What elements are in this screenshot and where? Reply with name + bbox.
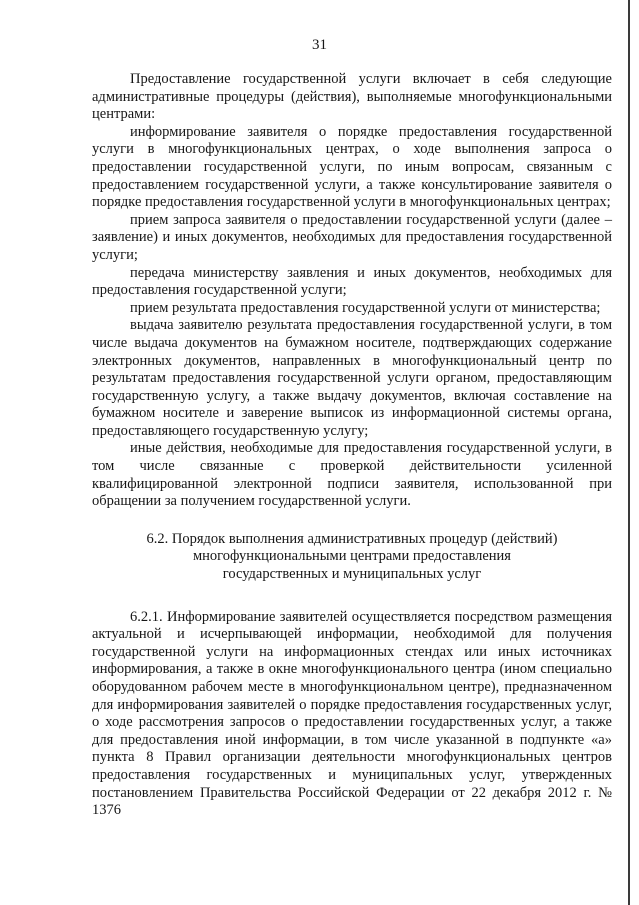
- document-body: [92, 71, 612, 820]
- paragraph: 6.2.1. Информирование заявителей осуществляется посредством размещения актуальной и исчерпывающей информации, необходимой для получения государственной услуги на информационных стендах или иных источниках информирования, а также в окне многофункционального центра (ином специально оборудованном рабочем месте в многофункциональном центре), предназначенном для информирования заявителей о порядке предоставления государственных услуг, о ходе рассмотрения запросов о предоставлении государственных услуг, а также для предоставления иной информации, в том числе указанной в подпункте «а» пункта 8 Правил организации деятельности многофункциональных центров предоставления государственных и муниципальных услуг, утвержденных постановлением Правительства Российской Федерации от 22 декабря 2012 г. № 1376: [92, 608, 612, 819]
- paragraph: прием запроса заявителя о предоставлении государственной услуги (далее – заявление) и иных документов, необходимых для предоставления государственной услуги;: [92, 211, 612, 263]
- page-edge-line: [628, 0, 630, 905]
- page-number: 31: [312, 37, 327, 53]
- paragraph: прием результата предоставления государственной услуги от министерства;: [130, 299, 601, 316]
- section-heading-line: государственных и муниципальных услуг: [222, 566, 482, 583]
- paragraph: информирование заявителя о порядке предоставления государственной услуги в многофункциональных центрах, о ходе выполнения запроса о предоставлении государственной услуги, по иным вопросам, связанным с предоставлением государственной услуги, а также консультирование заявителя о порядке предоставления государственной услуги в многофункциональных центрах;: [92, 123, 612, 211]
- section-heading-line: 6.2. Порядок выполнения административных процедур (действий): [146, 530, 558, 547]
- paragraph: передача министерству заявления и иных документов, необходимых для предоставления государственной услуги;: [92, 264, 612, 299]
- paragraph: Предоставление государственной услуги включает в себя следующие административные процедуры (действия), выполняемые многофункциональными центрами:: [92, 71, 612, 123]
- paragraph: иные действия, необходимые для предоставления государственной услуги, в том числе связанные с проверкой действительности усиленной квалифицированной электронной подписи заявителя, использованной при обращении за получением государственной услуги.: [92, 440, 612, 510]
- paragraph: выдача заявителю результата предоставления государственной услуги, в том числе выдача документов на бумажном носителе, подтверждающих содержание электронных документов, направленных в многофункциональный центр по результатам предоставления государственной услуги органом, предоставляющим государственную услугу, а также выдачу документов, включая составление на бумажном носителе и заверение выписок из информационной системы органа, предоставляющего государственную услугу;: [92, 317, 612, 439]
- section-heading: [92, 531, 612, 584]
- section-heading-line: многофункциональными центрами предоставления: [193, 548, 511, 565]
